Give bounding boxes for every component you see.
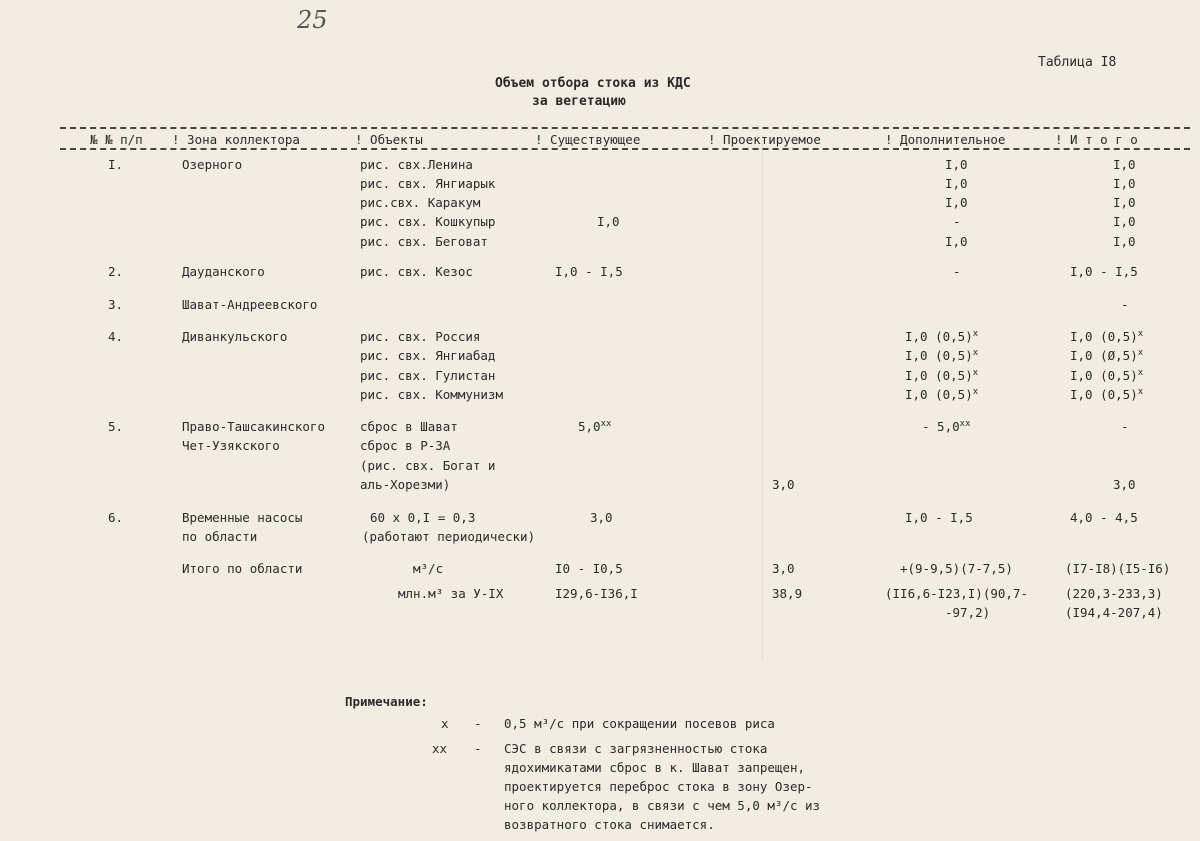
row-4-total [1070, 329, 1143, 345]
row-6-additional: I,0 - I,5 [905, 510, 973, 525]
row-4-zone: Диванкульского [182, 329, 288, 344]
row-5-existing-value: 5,0 [578, 419, 601, 434]
row-6-zone: Временные насосы [182, 510, 303, 525]
row-1-object: рис. свх. Беговат [360, 234, 488, 249]
note-2-text: проектируется переброс стока в зону Озер- [504, 779, 813, 794]
summary-additional: -97,2) [945, 605, 991, 620]
row-6-total: 4,0 - 4,5 [1070, 510, 1138, 525]
header-projected: ! Проектируемое [708, 132, 821, 147]
note-1-mark: х [441, 716, 449, 731]
header-num: № № п/п [90, 132, 143, 147]
summary-existing: I29,6-I36,I [555, 586, 638, 601]
summary-projected: 3,0 [772, 561, 795, 576]
footnote-mark: x [1137, 328, 1144, 339]
table-title: Объем отбора стока из КДС [495, 76, 691, 91]
row-1-total: I,0 [1113, 176, 1136, 191]
row-4-total-value: I,0 (0,5) [1070, 368, 1138, 383]
row-1-total: I,0 [1113, 195, 1136, 210]
note-2-text: возвратного стока снимается. [504, 817, 715, 832]
row-2-num: 2. [108, 264, 124, 279]
row-6-object: 60 х 0,I = 0,3 [370, 510, 476, 525]
row-1-total: I,0 [1113, 157, 1136, 172]
row-4-additional [905, 348, 978, 364]
row-4-additional-value: I,0 (0,5) [905, 387, 973, 402]
note-2-text: ного коллектора, в связи с чем 5,0 м³/с из [504, 798, 821, 813]
row-5-zone: Чет-Узякского [182, 438, 280, 453]
row-4-additional-value: I,0 (0,5) [905, 348, 973, 363]
header-rule-bottom [60, 148, 1190, 150]
row-4-total-value: I,0 (0,5) [1070, 387, 1138, 402]
row-1-num: I. [108, 157, 124, 172]
summary-unit: м³/с [413, 561, 444, 576]
summary-unit: млн.м³ за У-IX [398, 586, 504, 601]
row-1-additional: I,0 [945, 195, 968, 210]
row-2-zone: Дауданского [182, 264, 265, 279]
header-zone: ! Зона коллектора [172, 132, 300, 147]
header-total: ! И т о г о [1055, 132, 1138, 147]
row-4-object: рис. свх. Россия [360, 329, 481, 344]
header-additional: ! Дополнительное [885, 132, 1006, 147]
note-1-text: 0,5 м³/с при сокращении посевов риса [504, 716, 775, 731]
row-4-total [1070, 368, 1143, 384]
summary-total: (I7-I8)(I5-I6) [1065, 561, 1171, 576]
row-3-num: 3. [108, 297, 124, 312]
row-4-object: рис. свх. Коммунизм [360, 387, 503, 402]
row-2-object: рис. свх. Кезос [360, 264, 473, 279]
summary-label: Итого по области [182, 561, 303, 576]
row-5-num: 5. [108, 419, 124, 434]
row-3-total: - [1121, 297, 1129, 312]
summary-projected: 38,9 [772, 586, 803, 601]
footnote-mark: x [1137, 367, 1144, 378]
row-1-object: рис. свх.Ленина [360, 157, 473, 172]
header-rule-top [60, 127, 1190, 129]
row-4-total [1070, 387, 1143, 403]
row-5-total: 3,0 [1113, 477, 1136, 492]
row-4-num: 4. [108, 329, 124, 344]
row-1-additional: I,0 [945, 234, 968, 249]
row-1-additional: - [953, 214, 961, 229]
row-1-additional: I,0 [945, 157, 968, 172]
row-5-projected: 3,0 [772, 477, 795, 492]
row-5-object: сброс в Р-ЗА [360, 438, 451, 453]
row-5-existing [578, 419, 611, 435]
row-1-total: I,0 [1113, 234, 1136, 249]
row-5-object: аль-Хорезми) [360, 477, 451, 492]
footnote-mark: x [972, 367, 979, 378]
row-6-num: 6. [108, 510, 124, 525]
footnote-mark: x [972, 386, 979, 397]
note-dash: - [474, 716, 482, 731]
footnote-mark: x [972, 328, 979, 339]
header-objects: ! Объекты [355, 132, 423, 147]
page-fold [762, 140, 763, 660]
row-4-additional [905, 329, 978, 345]
row-4-additional-value: I,0 (0,5) [905, 368, 973, 383]
row-4-object: рис. свх. Янгиабад [360, 348, 496, 363]
row-5-object: (рис. свх. Богат и [360, 458, 496, 473]
row-2-additional: - [953, 264, 961, 279]
row-4-additional-value: I,0 (0,5) [905, 329, 973, 344]
row-1-total: I,0 [1113, 214, 1136, 229]
row-5-zone: Право-Ташсакинского [182, 419, 325, 434]
notes-title: Примечание: [345, 694, 428, 709]
footnote-mark: x [1137, 386, 1144, 397]
row-2-existing: I,0 - I,5 [555, 264, 623, 279]
row-4-additional [905, 387, 978, 403]
row-3-zone: Шават-Андреевского [182, 297, 318, 312]
row-1-existing: I,0 [597, 214, 620, 229]
footnote-mark: xx [959, 418, 971, 429]
row-4-total-value: I,0 (0,5) [1070, 329, 1138, 344]
row-5-total: - [1121, 419, 1129, 434]
note-2-mark: хх [432, 741, 448, 756]
note-2-text: СЭС в связи с загрязненностью стока [504, 741, 768, 756]
note-dash: - [474, 741, 482, 756]
row-6-zone: по области [182, 529, 258, 544]
row-6-object: (работают периодически) [362, 529, 536, 544]
table-subtitle: за вегетацию [532, 94, 626, 109]
handwritten-page-number: 25 [297, 6, 328, 34]
row-2-total: I,0 - I,5 [1070, 264, 1138, 279]
row-5-additional-value: - 5,0 [922, 419, 960, 434]
footnote-mark: x [1137, 347, 1144, 358]
header-existing: ! Существующее [535, 132, 641, 147]
summary-additional: +(9-9,5)(7-7,5) [900, 561, 1013, 576]
row-5-object: сброс в Шават [360, 419, 458, 434]
row-6-existing: 3,0 [590, 510, 613, 525]
footnote-mark: xx [600, 418, 612, 429]
row-1-object: рис. свх. Кошкупыр [360, 214, 496, 229]
row-1-object: рис. свх. Янгиарык [360, 176, 496, 191]
footnote-mark: x [972, 347, 979, 358]
row-4-total [1070, 348, 1143, 364]
summary-existing: I0 - I0,5 [555, 561, 623, 576]
row-1-object: рис.свх. Каракум [360, 195, 481, 210]
summary-additional: (II6,6-I23,I)(90,7- [885, 586, 1028, 601]
table-number: Таблица I8 [1038, 55, 1117, 70]
row-1-additional: I,0 [945, 176, 968, 191]
summary-total: (I94,4-207,4) [1065, 605, 1163, 620]
row-4-total-value: I,0 (Ø,5) [1070, 348, 1138, 363]
row-4-object: рис. свх. Гулистан [360, 368, 496, 383]
row-4-additional [905, 368, 978, 384]
summary-total: (220,3-233,3) [1065, 586, 1163, 601]
note-2-text: ядохимикатами сброс в к. Шават запрещен, [504, 760, 806, 775]
row-5-additional [922, 419, 970, 435]
row-1-zone: Озерного [182, 157, 243, 172]
